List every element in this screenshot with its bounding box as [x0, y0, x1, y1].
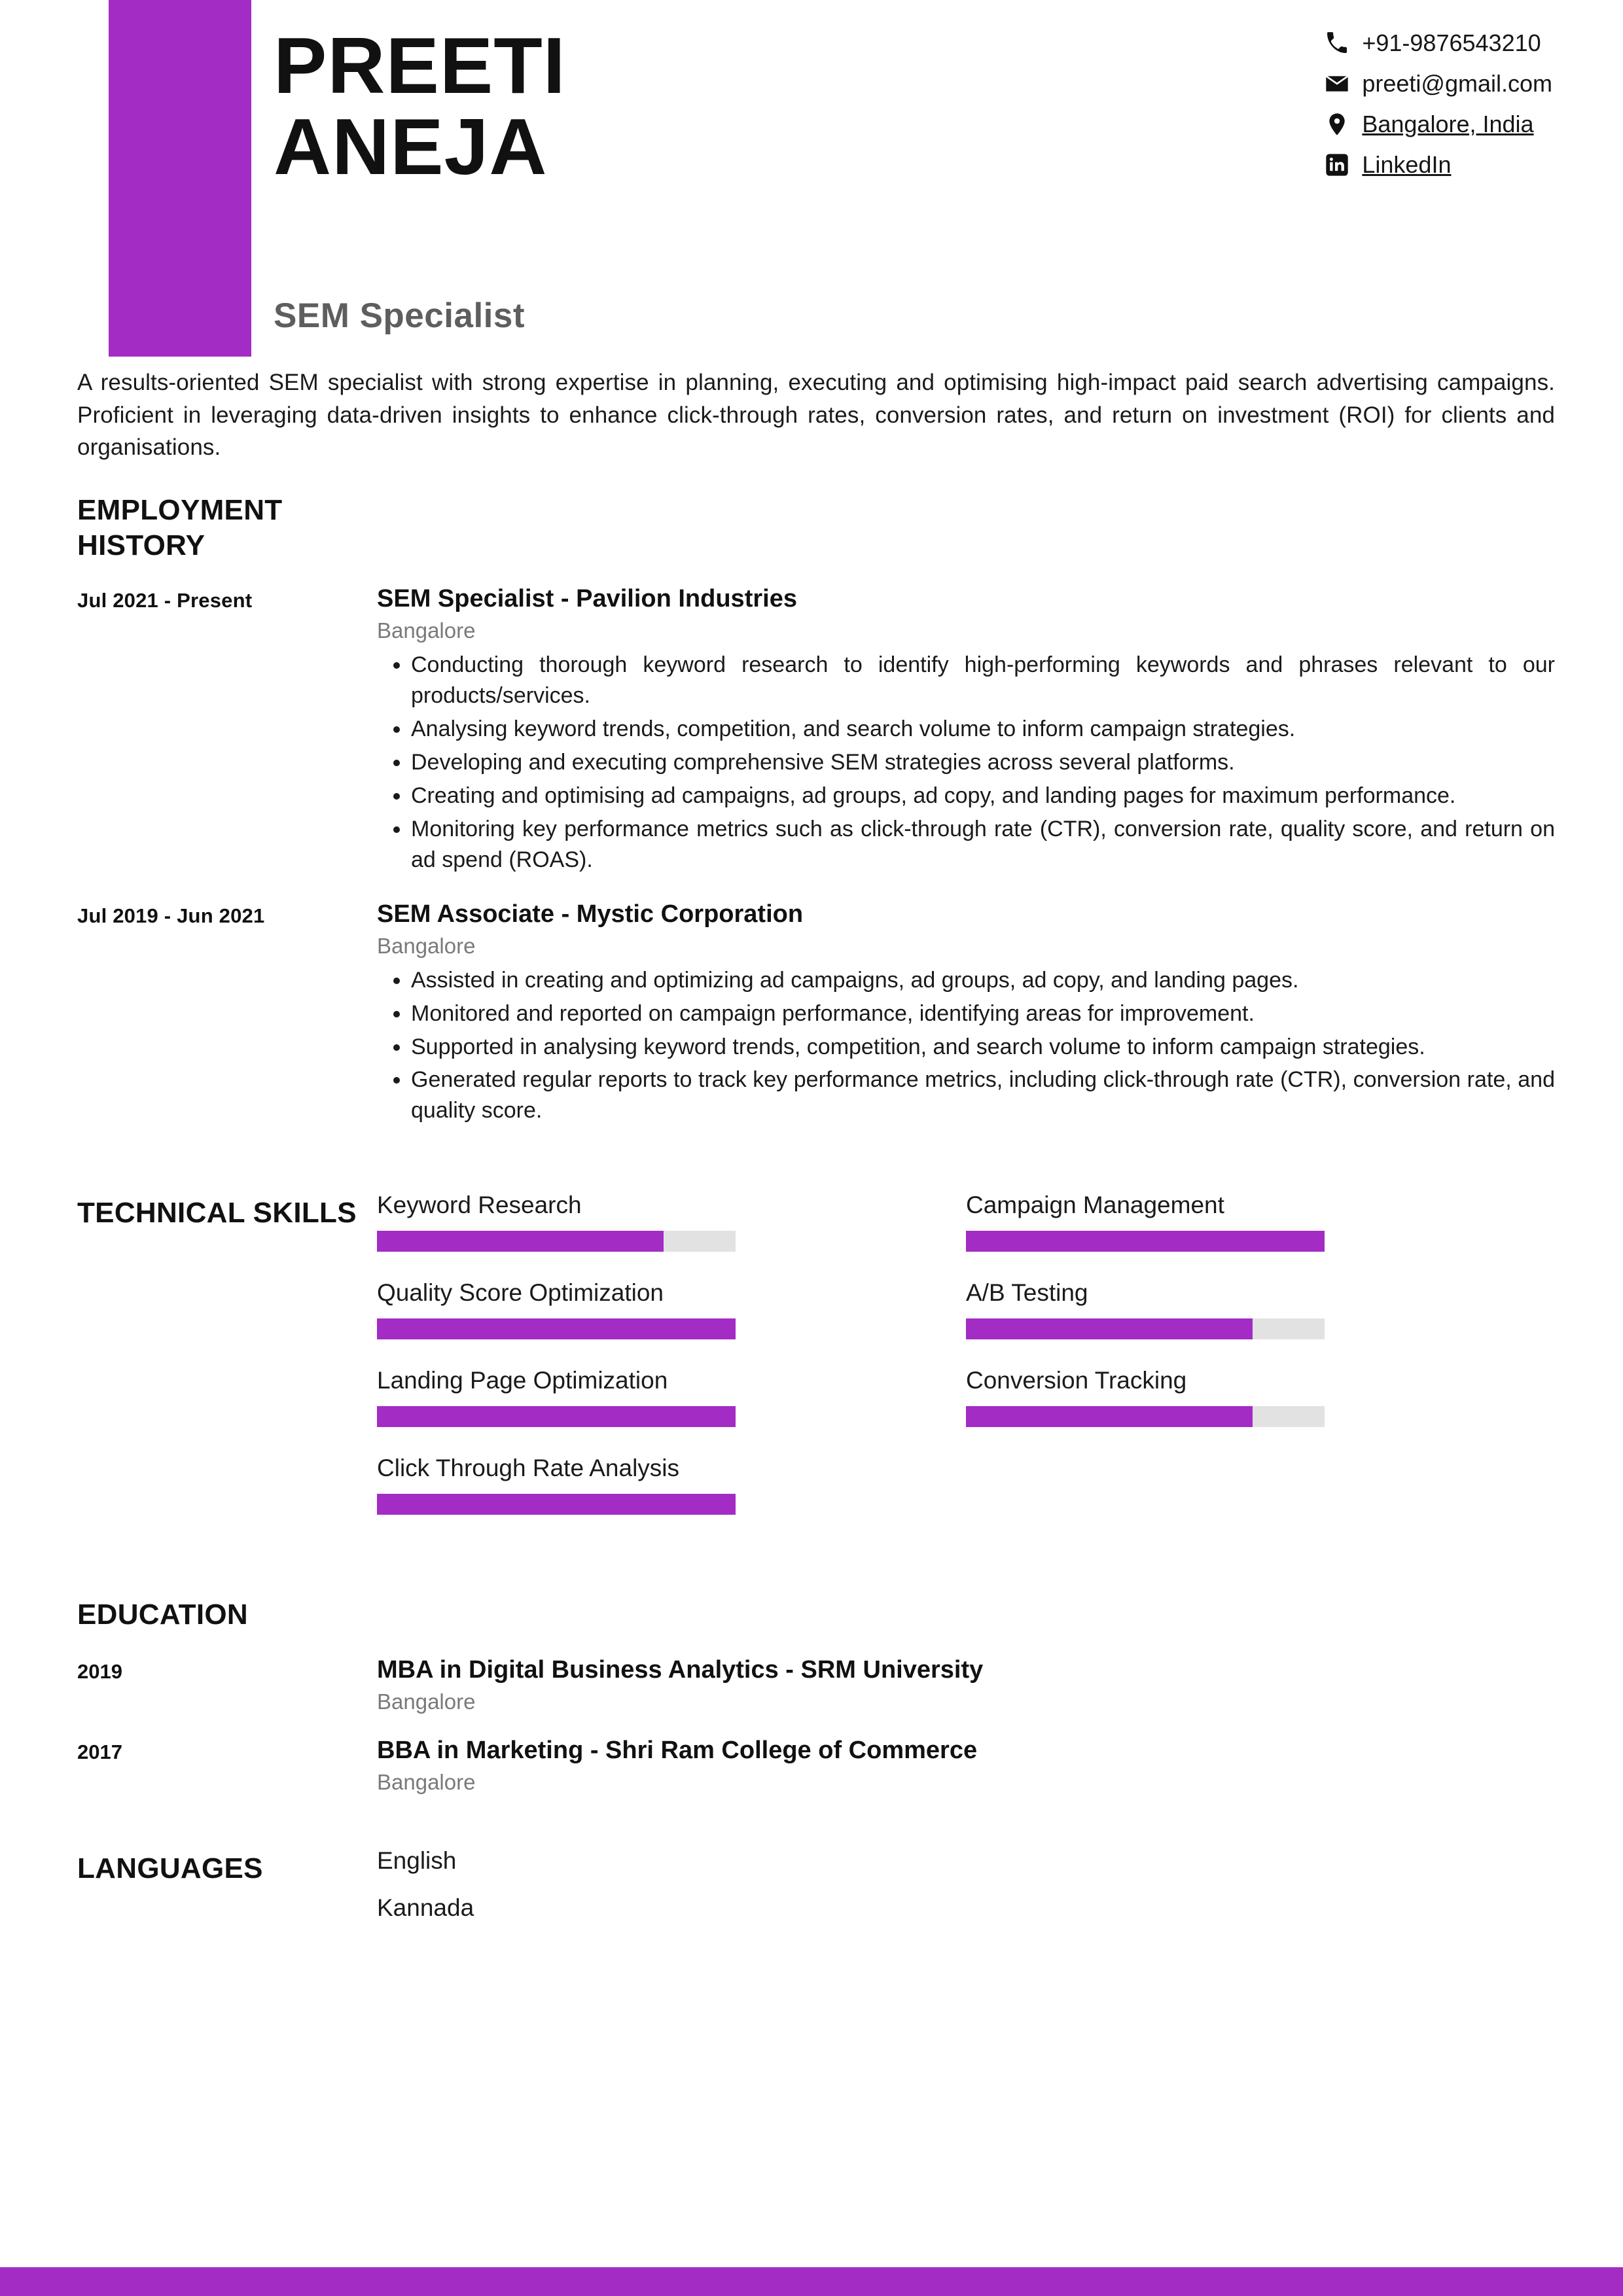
- contact-phone: [1323, 29, 1552, 58]
- skill-item: [966, 1279, 1555, 1339]
- education-detail-col: [377, 1737, 1555, 1795]
- education-year: 2017: [77, 1740, 122, 1763]
- skill-bar-track: [377, 1406, 736, 1427]
- contact-linkedin[interactable]: [1323, 150, 1552, 179]
- list-item: • Supported in analysing keyword trends, competition, and search volume to inform campaign strategies.: [411, 1032, 1555, 1063]
- skill-label: Campaign Management: [966, 1192, 1224, 1219]
- education-year: 2019: [77, 1659, 122, 1683]
- list-item: • Developing and executing comprehensive SEM strategies across several platforms.: [411, 747, 1555, 778]
- name-first: PREETI: [274, 21, 566, 110]
- experience-detail-col: [377, 900, 1555, 1129]
- employment-heading-line1: EMPLOYMENT: [77, 494, 283, 527]
- skill-label: Quality Score Optimization: [377, 1279, 664, 1307]
- languages-heading: LANGUAGES: [77, 1852, 263, 1884]
- skill-label: Landing Page Optimization: [377, 1367, 668, 1394]
- experience-item: [77, 585, 1555, 877]
- skill-label: Keyword Research: [377, 1192, 582, 1219]
- name-last: ANEJA: [274, 102, 548, 192]
- resume-header: [0, 0, 1623, 366]
- education-location: Bangalore: [377, 1769, 476, 1794]
- employment-history-heading: [77, 493, 359, 563]
- list-item: • Monitoring key performance metrics such as click-through rate (CTR), conversion rate, quality score, and return on ad spend (ROAS).: [411, 814, 1555, 875]
- skill-bar-fill: [377, 1318, 736, 1339]
- skill-bar-fill: [966, 1406, 1253, 1427]
- skill-item: [966, 1192, 1555, 1252]
- employment-heading-line2: HISTORY: [77, 529, 205, 561]
- experience-bullets: [377, 965, 1555, 1127]
- education-heading: EDUCATION: [77, 1598, 248, 1631]
- skill-bar-track: [966, 1231, 1325, 1252]
- list-item: • Creating and optimising ad campaigns, ad groups, ad copy, and landing pages for maximum performance.: [411, 781, 1555, 811]
- profile-summary: A results-oriented SEM specialist with strong expertise in planning, executing and optimising high-impact paid search advertising campaigns. Proficient in leveraging data-driven insights to enhance click-through rates, conversion rates, and return on investment (ROI) for clients and organisations.: [77, 370, 1555, 461]
- phone-icon: [1323, 29, 1351, 58]
- skill-bar-fill: [966, 1231, 1325, 1252]
- skills-grid: [377, 1192, 1555, 1542]
- skill-bar-fill: [377, 1406, 736, 1427]
- list-item: • Generated regular reports to track key performance metrics, including click-through rate (CTR), conversion rate, and quality score.: [411, 1065, 1555, 1126]
- list-item: • Analysing keyword trends, competition, and search volume to inform campaign strategies.: [411, 714, 1555, 745]
- experience-bullets: [377, 650, 1555, 875]
- contact-email: [1323, 69, 1552, 98]
- experience-detail-col: [377, 585, 1555, 877]
- education-year-col: [77, 1737, 377, 1795]
- skill-bar-track: [377, 1318, 736, 1339]
- list-item: • Monitored and reported on campaign performance, identifying areas for improvement.: [411, 998, 1555, 1029]
- list-item: English: [377, 1846, 457, 1874]
- languages-heading-col: [77, 1847, 377, 1941]
- linkedin-icon: [1323, 150, 1351, 179]
- experience-location: Bangalore: [377, 933, 476, 958]
- skill-item: [377, 1192, 966, 1252]
- education-year-col: [77, 1656, 377, 1714]
- skill-item: [377, 1279, 966, 1339]
- skills-heading-col: [77, 1192, 377, 1542]
- technical-skills-section: [77, 1192, 1555, 1542]
- education-spacer: [377, 1593, 1555, 1633]
- skills-grid-col: [377, 1192, 1555, 1542]
- candidate-job-title: SEM Specialist: [274, 296, 526, 335]
- languages-section: [77, 1847, 1555, 2020]
- education-item: [77, 1656, 1555, 1714]
- experience-role: SEM Associate - Mystic Corporation: [377, 900, 804, 928]
- experience-period-col: [77, 585, 377, 877]
- experience-period: Jul 2021 - Present: [77, 589, 253, 612]
- footer-accent-bar: [0, 2267, 1623, 2296]
- experience-location: Bangalore: [377, 618, 476, 643]
- skill-item: [377, 1367, 966, 1427]
- skill-bar-track: [377, 1494, 736, 1515]
- skills-heading: TECHNICAL SKILLS: [77, 1197, 357, 1229]
- list-item: Kannada: [377, 1894, 474, 1921]
- experience-period-col: [77, 900, 377, 1129]
- list-item: • Conducting thorough keyword research to identify high-performing keywords and phrases relevant to our products/services.: [411, 650, 1555, 711]
- education-item: [77, 1737, 1555, 1795]
- contact-block: [1323, 29, 1552, 191]
- contact-location[interactable]: [1323, 110, 1552, 139]
- contact-location-text[interactable]: Bangalore, India: [1362, 111, 1534, 137]
- languages-list: [377, 1847, 1555, 1941]
- contact-email-text: preeti@gmail.com: [1362, 70, 1552, 97]
- experience-item: [77, 900, 1555, 1129]
- skill-bar-fill: [377, 1231, 664, 1252]
- location-pin-icon: [1323, 110, 1351, 139]
- skill-bar-track: [966, 1318, 1325, 1339]
- education-degree: BBA in Marketing - Shri Ram College of Commerce: [377, 1736, 978, 1764]
- skill-bar-track: [966, 1406, 1325, 1427]
- experience-role: SEM Specialist - Pavilion Industries: [377, 585, 797, 613]
- skill-item: [377, 1455, 966, 1515]
- skill-label: Click Through Rate Analysis: [377, 1455, 680, 1482]
- education-location: Bangalore: [377, 1689, 476, 1714]
- skill-label: Conversion Tracking: [966, 1367, 1187, 1394]
- education-detail-col: [377, 1656, 1555, 1714]
- experience-period: Jul 2019 - Jun 2021: [77, 904, 265, 927]
- list-item: • Assisted in creating and optimizing ad campaigns, ad groups, ad copy, and landing pages.: [411, 965, 1555, 996]
- skill-bar-fill: [966, 1318, 1253, 1339]
- education-section: [77, 1593, 1555, 1633]
- skill-label: A/B Testing: [966, 1279, 1088, 1307]
- envelope-icon: [1323, 69, 1351, 98]
- candidate-name: [274, 21, 566, 192]
- contact-phone-text: +91-9876543210: [1362, 29, 1541, 56]
- skill-bar-fill: [377, 1494, 736, 1515]
- contact-linkedin-text[interactable]: LinkedIn: [1362, 151, 1452, 178]
- skill-bar-track: [377, 1231, 736, 1252]
- header-accent-block: [109, 0, 251, 357]
- education-heading-col: [77, 1593, 377, 1633]
- education-degree: MBA in Digital Business Analytics - SRM University: [377, 1655, 984, 1684]
- skill-item: [966, 1367, 1555, 1427]
